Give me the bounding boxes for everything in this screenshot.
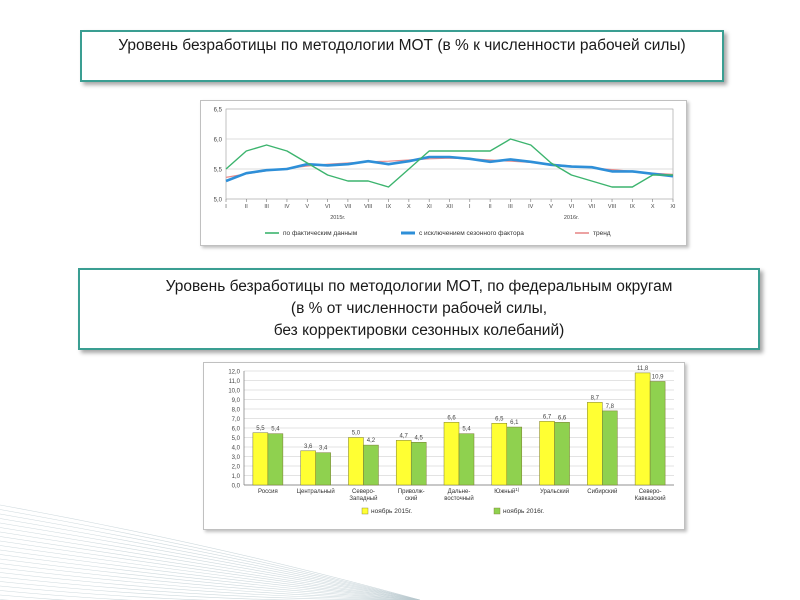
year-label-2015: 2015г. [330,215,346,221]
bar-value-label: 4,5 [414,435,423,442]
x-tick-label: XII [446,204,453,210]
decorative-line [0,555,420,600]
x-tick-label: II [244,204,248,210]
bar [587,402,602,485]
x-tick-label: I [225,204,227,210]
y-tick-label: 4,0 [231,445,240,452]
legend-label: тренд [593,230,611,237]
bar-value-label: 8,7 [590,395,600,402]
x-tick-label: VII [344,204,352,210]
x-tick-label: III [264,204,269,210]
line-chart [201,101,686,245]
bar-value-label: 5,0 [351,430,361,437]
y-tick-label: 2,0 [231,464,240,471]
x-tick-label: XI [670,204,676,210]
category-label: Сибирский [587,489,618,495]
bar-value-label: 6,7 [542,414,552,421]
y-tick-label: 6,5 [213,107,222,114]
x-tick-label: IX [385,204,392,210]
bar [268,434,283,485]
decorative-corner-lines [0,500,800,600]
bar [635,373,650,485]
x-tick-label: IV [284,204,290,210]
y-tick-label: 5,0 [231,436,240,442]
bar [348,438,363,486]
chart1-title: Уровень безработицы по методологии МОТ (в % к численности рабочей силы) [118,37,686,54]
bar [540,421,555,485]
bar [555,422,570,485]
y-tick-label: 11,0 [228,379,240,385]
decorative-line [0,532,420,600]
category-label: Западный [349,496,378,502]
bar [507,427,522,485]
x-tick-label: IX [629,204,635,210]
bar-value-label: 6,6 [557,415,567,422]
x-tick-label: V [305,204,310,210]
line-chart-panel [200,100,687,246]
x-tick-label: VI [568,204,575,210]
x-tick-label: I [469,204,471,210]
legend-label: с исключением сезонного фактора [419,230,524,237]
bar-value-label: 6,6 [447,415,456,422]
category-label: восточный [444,496,474,502]
chart2-title-line-3: без корректировки сезонных колебаний) [273,322,565,339]
bar [602,411,617,485]
bar-value-label: 5,4 [462,426,471,433]
legend-label: по фактическим данным [283,230,358,237]
category-label: Центральный [296,489,335,495]
footnote-mark: 1) [515,487,520,492]
bar [492,423,507,485]
y-tick-label: 9,0 [231,398,240,404]
bar-value-label: 10,9 [651,374,664,381]
chart2-title-line-2: (в % от численности рабочей силы, [290,300,548,317]
chart1-title-box [80,30,724,82]
category-label: Уральский [539,489,570,495]
bar [301,451,316,485]
x-tick-label: V [549,204,553,210]
category-label: Северо- [352,489,375,495]
bar [396,440,411,485]
bar-value-label: 5,4 [271,426,280,433]
bar-value-label: 11,8 [636,365,649,372]
x-tick-label: VIII [607,204,617,210]
category-label: Северо- [638,489,662,495]
x-tick-label: II [488,204,492,210]
x-tick-label: XI [426,204,432,210]
bar [253,433,268,485]
x-tick-label: X [407,204,411,210]
x-tick-label: IV [528,204,534,210]
y-tick-label: 10,0 [228,388,240,395]
legend-label: ноябрь 2015г. [371,508,413,515]
y-tick-label: 7,0 [231,417,240,423]
category-label: Приволж- [397,489,425,495]
y-tick-label: 8,0 [231,407,240,414]
legend-label: ноябрь 2016г. [503,508,545,515]
x-tick-label: VIII [364,204,373,210]
bar-value-label: 6,5 [495,416,504,423]
y-tick-label: 6,0 [213,137,222,144]
category-label: Южный$^{1)}$ [494,487,520,495]
y-tick-label: 1,0 [231,474,240,480]
x-tick-label: III [508,204,513,210]
x-tick-label: VI [324,204,331,210]
bar-value-label: 4,7 [399,433,408,440]
decorative-line [0,541,420,600]
bar-value-label: 4,2 [366,438,376,445]
y-tick-label: 5,5 [213,167,222,174]
bar-value-label: 3,4 [318,445,328,452]
bar [363,445,378,485]
y-tick-label: 5,0 [213,197,222,204]
y-tick-label: 6,0 [231,426,240,433]
y-tick-label: 0,0 [231,483,240,490]
chart2-title-line-1: Уровень безработицы по методологии МОТ, по федеральным округам [165,278,673,295]
bar [316,453,331,485]
bar-value-label: 6,1 [510,420,519,427]
category-label: Кавказский [634,496,666,502]
category-label: ский [405,496,418,502]
bar-value-label: 5,5 [256,425,265,432]
y-tick-label: 3,0 [231,455,240,461]
bar-value-label: 7,8 [605,403,615,410]
y-tick-label: 12,0 [228,369,240,376]
bar [459,434,474,485]
chart2-title-box [78,268,760,350]
bar [411,442,426,485]
category-label: Дальне- [447,489,471,495]
bar-value-label: 3,6 [303,443,313,450]
bar [650,381,665,485]
category-label: Россия [258,489,278,495]
decorative-line [0,537,420,600]
x-tick-label: VII [588,204,596,210]
x-tick-label: X [650,204,655,210]
bar [444,422,459,485]
year-label-2016: 2016г. [563,215,579,221]
